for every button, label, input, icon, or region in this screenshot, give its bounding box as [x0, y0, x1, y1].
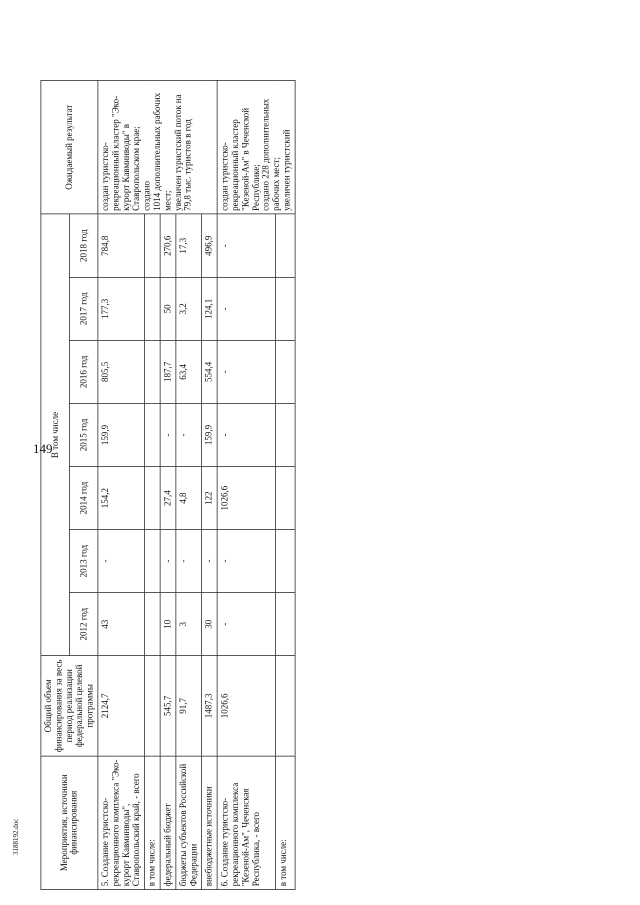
- row-year-value: [145, 593, 161, 656]
- row-year-value: [275, 467, 294, 530]
- row-year-value: [145, 403, 161, 466]
- row-year-value: 3,2: [176, 277, 202, 340]
- row-activity: в том числе:: [145, 756, 161, 890]
- row-year-value: -: [98, 530, 145, 593]
- row-activity: 5. Создание туристско-рекреационного комплекса "Эко-курорт Кавминводы", Ставропольский край, - всего: [98, 756, 145, 890]
- row-year-value: -: [160, 530, 176, 593]
- document-footer-id: 3188192.doc: [12, 818, 20, 855]
- row-year-value: [275, 403, 294, 466]
- row-year-value: 805,5: [98, 340, 145, 403]
- header-year: 2016 год: [69, 340, 98, 403]
- row-year-value: 554,4: [202, 340, 218, 403]
- row-activity: в том числе:: [275, 756, 294, 890]
- row-total: [275, 656, 294, 756]
- row-activity: федеральный бюджет: [160, 756, 176, 890]
- row-year-value: [145, 214, 161, 277]
- row-year-value: 124,1: [202, 277, 218, 340]
- row-year-value: -: [160, 403, 176, 466]
- row-total: [145, 656, 161, 756]
- row-total: 91,7: [176, 656, 202, 756]
- row-year-value: [275, 593, 294, 656]
- table-row: [98, 80, 145, 889]
- rotated-page-content: [36, 76, 465, 905]
- row-result: создан туристско-рекреационный кластер "Кезеной-Ам" в Чеченской Республике; создано 228 дополнительных рабочих мест; увеличен туристский: [217, 80, 295, 214]
- row-year-value: 1026,6: [217, 467, 275, 530]
- row-year-value: [145, 277, 161, 340]
- row-year-value: -: [217, 340, 275, 403]
- page-number: 149: [33, 441, 53, 456]
- row-year-value: -: [176, 530, 202, 593]
- row-year-value: 63,4: [176, 340, 202, 403]
- header-activity: Мероприятия, источники финансирования: [41, 756, 98, 890]
- header-year: 2012 год: [69, 593, 98, 656]
- row-year-value: 496,9: [202, 214, 218, 277]
- row-year-value: 3: [176, 593, 202, 656]
- row-year-value: [275, 340, 294, 403]
- row-year-value: -: [202, 530, 218, 593]
- header-year: 2015 год: [69, 403, 98, 466]
- row-year-value: 50: [160, 277, 176, 340]
- header-year: 2018 год: [69, 214, 98, 277]
- row-year-value: [145, 340, 161, 403]
- table-row: [217, 80, 275, 889]
- header-year: 2014 год: [69, 467, 98, 530]
- row-year-value: 784,8: [98, 214, 145, 277]
- row-year-value: [145, 530, 161, 593]
- row-activity: внебюджетные источники: [202, 756, 218, 890]
- row-total: 1487,3: [202, 656, 218, 756]
- row-year-value: [275, 530, 294, 593]
- row-year-value: -: [217, 214, 275, 277]
- row-year-value: -: [217, 530, 275, 593]
- row-result: создан туристско-рекреационный кластер "Эко-курорт Кавминводы" в Ставропольском крае; создано 1014 дополнительных рабочих мест; увеличен туристский поток на 79,8 тыс. туристов в год: [98, 80, 217, 214]
- row-year-value: -: [217, 277, 275, 340]
- row-year-value: 30: [202, 593, 218, 656]
- row-activity: бюджеты субъектов Российской Федерации: [176, 756, 202, 890]
- header-year: 2013 год: [69, 530, 98, 593]
- row-year-value: 187,7: [160, 340, 176, 403]
- row-activity: 6. Создание туристско-рекреационного комплекса "Кезеной-Ам", Чеченская Республика, - всего: [217, 756, 275, 890]
- financing-table: [41, 80, 296, 890]
- row-year-value: -: [176, 403, 202, 466]
- row-year-value: -: [217, 593, 275, 656]
- header-year: 2017 год: [69, 277, 98, 340]
- row-year-value: 10: [160, 593, 176, 656]
- row-year-value: -: [217, 403, 275, 466]
- row-year-value: 270,6: [160, 214, 176, 277]
- row-year-value: [145, 467, 161, 530]
- row-year-value: 177,3: [98, 277, 145, 340]
- row-total: 1026,6: [217, 656, 275, 756]
- header-total: Общий объем финансирования за весь период реализации федеральной целевой программы: [41, 656, 98, 756]
- row-year-value: 17,3: [176, 214, 202, 277]
- row-year-value: 4,8: [176, 467, 202, 530]
- row-year-value: [275, 214, 294, 277]
- row-total: 2124,7: [98, 656, 145, 756]
- row-year-value: 122: [202, 467, 218, 530]
- row-total: 545,7: [160, 656, 176, 756]
- row-year-value: [275, 277, 294, 340]
- header-result: Ожидаемый результат: [41, 80, 98, 214]
- row-year-value: 159,9: [98, 403, 145, 466]
- row-year-value: 27,4: [160, 467, 176, 530]
- row-year-value: 159,9: [202, 403, 218, 466]
- header-including: В том числе: [41, 214, 69, 656]
- row-year-value: 43: [98, 593, 145, 656]
- row-year-value: 154,2: [98, 467, 145, 530]
